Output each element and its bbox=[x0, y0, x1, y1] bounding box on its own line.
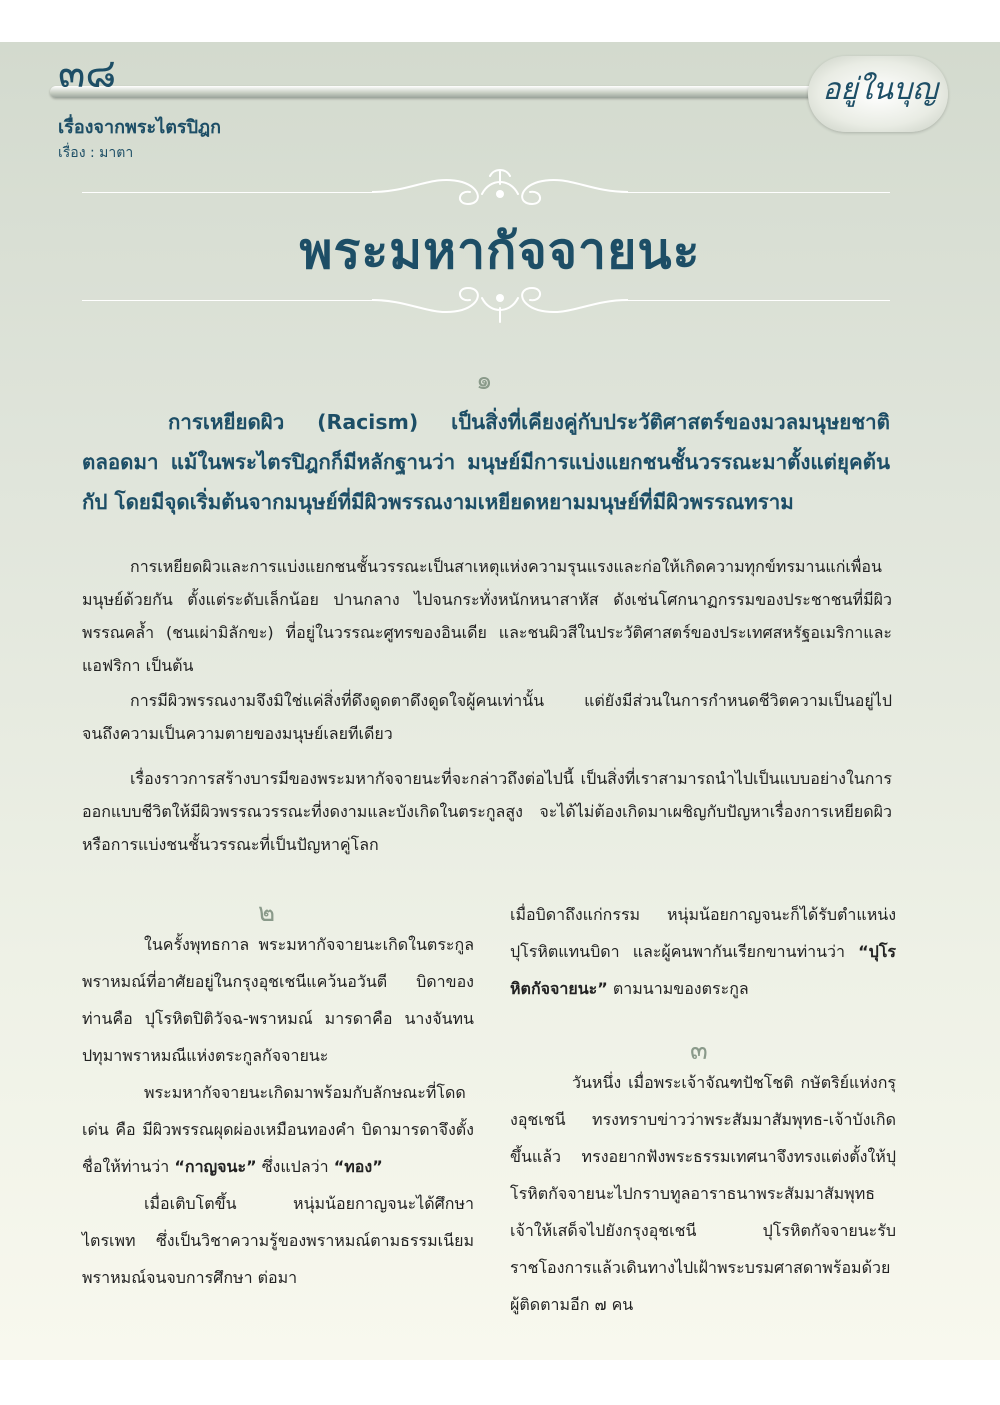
ornament-top-icon bbox=[372, 164, 628, 216]
title-rule-bottom-left bbox=[82, 300, 372, 301]
magazine-page bbox=[0, 42, 1000, 1360]
section-number-3: ๓ bbox=[690, 1036, 708, 1066]
right-paragraph-1 bbox=[510, 896, 896, 1007]
left-paragraph-3: เมื่อเติบโตขึ้น หนุ่มน้อยกาญจนะได้ศึกษาไตรเพท ซึ่งเป็นวิชาความรู้ของพราหมณ์ตามธรรมเนียมพราหมณ์จนจบการศึกษา ต่อมา bbox=[82, 1194, 474, 1287]
author-line: เรื่อง : มาตา bbox=[58, 145, 134, 161]
left-paragraph-2-mid: ซึ่งแปลว่า bbox=[256, 1157, 334, 1176]
body-paragraph-2: การมีผิวพรรณงามจึงมิใช่แค่สิ่งที่ดึงดูดตาดึงดูดใจผู้คนเท่านั้น แต่ยังมีส่วนในการกำหนดชีวิตความเป็นอยู่ไปจนถึงความเป็นความตายของมนุษย์เลยทีเดียว bbox=[82, 691, 892, 743]
intro-paragraph: การเหยียดผิว (Racism) เป็นสิ่งที่เคียงคู่กับประวัติศาสตร์ของมวลมนุษยชาติตลอดมา แม้ในพระไตรปิฎกก็มีหลักฐานว่า มนุษย์มีการแบ่งแยกชนชั้นวรรณะมาตั้งแต่ยุคต้นกัป โดยมีจุดเริ่มต้นจากมนุษย์ที่มีผิวพรรณงามเหยียดหยามมนุษย์ที่มีผิวพรรณทราม bbox=[82, 410, 890, 514]
series-title: เรื่องจากพระไตรปิฎก bbox=[58, 117, 221, 138]
left-column bbox=[82, 926, 474, 1296]
body-paragraph-3: เรื่องราวการสร้างบารมีของพระมหากัจจายนะที่จะกล่าวถึงต่อไปนี้ เป็นสิ่งที่เราสามารถนำไปเป็นแบบอย่างในการออกแบบชีวิตให้มีผิวพรรณวรรณะที่งดงามและบังเกิดในตระกูลสูง จะได้ไม่ต้องเกิดมาเผชิญกับปัญหาเรื่องการเหยียดผิวหรือการแบ่งชนชั้นวรรณะที่เป็นปัญหาคู่โลก bbox=[82, 769, 892, 854]
name-kanchana: “กาญจนะ” bbox=[174, 1157, 257, 1176]
ornament-bottom-icon bbox=[372, 274, 628, 326]
header-bar bbox=[50, 86, 930, 98]
right-column-top bbox=[510, 896, 896, 1007]
left-paragraph-2 bbox=[82, 1074, 474, 1185]
body-paragraph-1: การเหยียดผิวและการแบ่งแยกชนชั้นวรรณะเป็นสาเหตุแห่งความรุนแรงและก่อให้เกิดความทุกข์ทรมานแก่เพื่อนมนุษย์ด้วยกัน ตั้งแต่ระดับเล็กน้อย ปานกลาง ไปจนกระทั่งหนักหนาสาหัส ดังเช่นโศกนาฏกรรมของประชาชนที่มีผิวพรรณคล้ำ (ชนเผ่ามิลักขะ) ที่อยู่ในวรรณะศูทรของอินเดีย และชนผิวสีในประวัติศาสตร์ของประเทศสหรัฐอเมริกาและแอฟริกา เป็นต้น bbox=[82, 557, 892, 675]
right-paragraph-2: วันหนึ่ง เมื่อพระเจ้าจัณฑปัชโชติ กษัตริย์แห่งกรุงอุชเชนี ทรงทราบข่าวว่าพระสัมมาสัมพุทธ-เจ้าบังเกิดขึ้นแล้ว ทรงอยากฟังพระธรรมเทศนาจึงทรงแต่งตั้งให้ปุโรหิตกัจจายนะไปกราบทูลอาราธนาพระสัมมาสัมพุทธเจ้าให้เสด็จไปยังกรุงอุชเชนี ปุโรหิตกัจจายนะรับราชโองการแล้วเดินทางไปเฝ้าพระบรมศาสดาพร้อมด้วยผู้ติดตามอีก ๗ คน bbox=[510, 1073, 896, 1314]
name-purohit-kaccayana: “ปุโรหิตกัจจายนะ” bbox=[510, 942, 896, 998]
page-number: ๓๘ bbox=[58, 51, 117, 97]
section-number-2: ๒ bbox=[258, 898, 276, 928]
title-rule-top-left bbox=[82, 192, 372, 193]
title-rule-top-right bbox=[628, 192, 890, 193]
left-paragraph-1: ในครั้งพุทธกาล พระมหากัจจายนะเกิดในตระกูลพราหมณ์ที่อาศัยอยู่ในกรุงอุชเชนีแคว้นอวันตี บิดาของท่านคือ ปุโรหิตปิติวัจฉ-พราหมณ์ มารดาคือ นางจันทนปทุมาพราหมณีแห่งตระกูลกัจจายนะ bbox=[82, 935, 474, 1065]
magazine-logo-text: อยู่ในบุญ bbox=[822, 72, 938, 107]
right-paragraph-1-text: เมื่อบิดาถึงแก่กรรม หนุ่มน้อยกาญจนะก็ได้รับตำแหน่งปุโรหิตแทนบิดา และผู้คนพากันเรียกขานท่านว่า bbox=[510, 905, 896, 961]
right-column-bottom bbox=[510, 1064, 896, 1323]
left-paragraph-2-text: พระมหากัจจายนะเกิดมาพร้อมกับลักษณะที่โดดเด่น คือ มีผิวพรรณผุดผ่องเหมือนทองคำ บิดามารดาจึงตั้งชื่อให้ท่านว่า bbox=[82, 1083, 474, 1176]
right-paragraph-1-end: ตามนามของตระกูล bbox=[607, 979, 749, 998]
section-number-1: ๑ bbox=[476, 366, 493, 396]
article-title: พระมหากัจจายนะ bbox=[299, 221, 701, 280]
title-rule-bottom-right bbox=[628, 300, 890, 301]
meaning-gold: “ทอง” bbox=[333, 1157, 383, 1176]
